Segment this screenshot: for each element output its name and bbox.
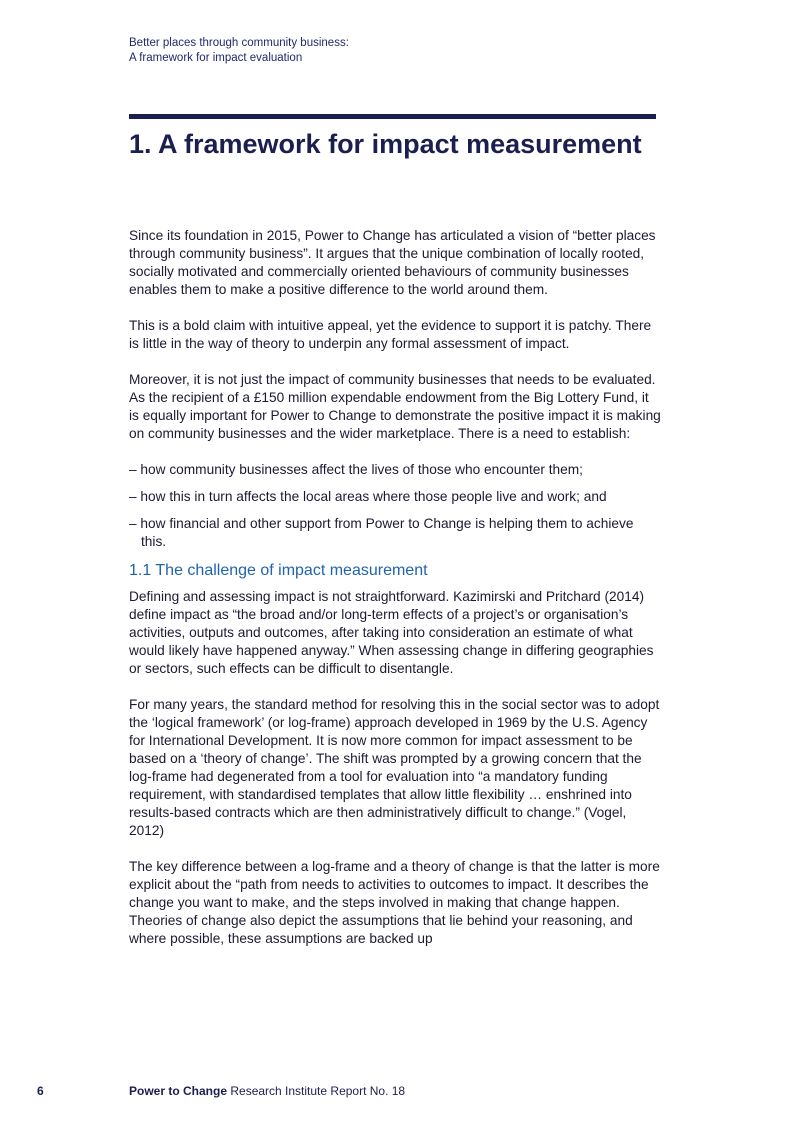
running-header [129,36,529,66]
section-heading: 1.1 The challenge of impact measurement [129,562,428,579]
page-title: 1. A framework for impact measurement [129,129,642,159]
paragraph: The key difference between a log-frame and a theory of change is that the latter is more explicit about the “path from needs to activities to outcomes to impact. It describes the change you want to make, and the steps involved in making that change happen. Theories of change also depict the assumptions that lie behind your reasoning, and where possible, these assumptions are backed up [129,859,660,946]
list-item: – how this in turn affects the local areas where those people live and work; and [129,489,607,504]
running-header-line-1: Better places through community business: [129,37,349,49]
footer-org-name: Power to Change [129,1084,228,1098]
list-item: – how financial and other support from Power to Change is helping them to achieve this. [129,516,634,549]
paragraph: Defining and assessing impact is not straightforward. Kazimirski and Pritchard (2014) define impact as “the broad and/or long-term effects of a project’s or organisation’s activities, outputs and outcomes, after taking into consideration an estimate of what would likely have happened anyway.” When assessing change in differing geographies or sectors, such effects can be difficult to disentangle. [129,589,654,676]
list-item: – how community businesses affect the lives of those who encounter them; [129,462,583,477]
page-number: 6 [37,1084,44,1098]
body-text [129,227,661,966]
running-header-line-2: A framework for impact evaluation [129,52,303,64]
footer-report-name: Research Institute Report No. 18 [227,1084,406,1098]
paragraph: This is a bold claim with intuitive appeal, yet the evidence to support it is patchy. There is little in the way of theory to underpin any formal assessment of impact. [129,318,652,351]
paragraph: Since its foundation in 2015, Power to Change has articulated a vision of “better places through community business”. It argues that the unique combination of locally rooted, socially motivated and commercially oriented behaviours of community businesses enables them to make a positive difference to the world around them. [129,228,656,297]
paragraph: Moreover, it is not just the impact of community businesses that needs to be evaluated. As the recipient of a £150 million expendable endowment from the Big Lottery Fund, it is equally important for Power to Change to demonstrate the positive impact it is making on community businesses and the wider marketplace. There is a need to establish: [129,372,661,441]
title-rule [129,114,656,119]
bullet-list [129,461,661,551]
paragraph: For many years, the standard method for resolving this in the social sector was to adopt the ‘logical framework’ (or log-frame) approach developed in 1969 by the U.S. Agency for International Development. It is now more common for impact assessment to be based on a ‘theory of change’. The shift was prompted by a growing concern that the log-frame had degenerated from a tool for evaluation into “a mandatory funding requirement, with standardised templates that allow little flexibility … enshrined into results-based contracts which are then administratively difficult to change.” (Vogel, 2012) [129,697,660,838]
footer-report-title [129,1083,405,1099]
